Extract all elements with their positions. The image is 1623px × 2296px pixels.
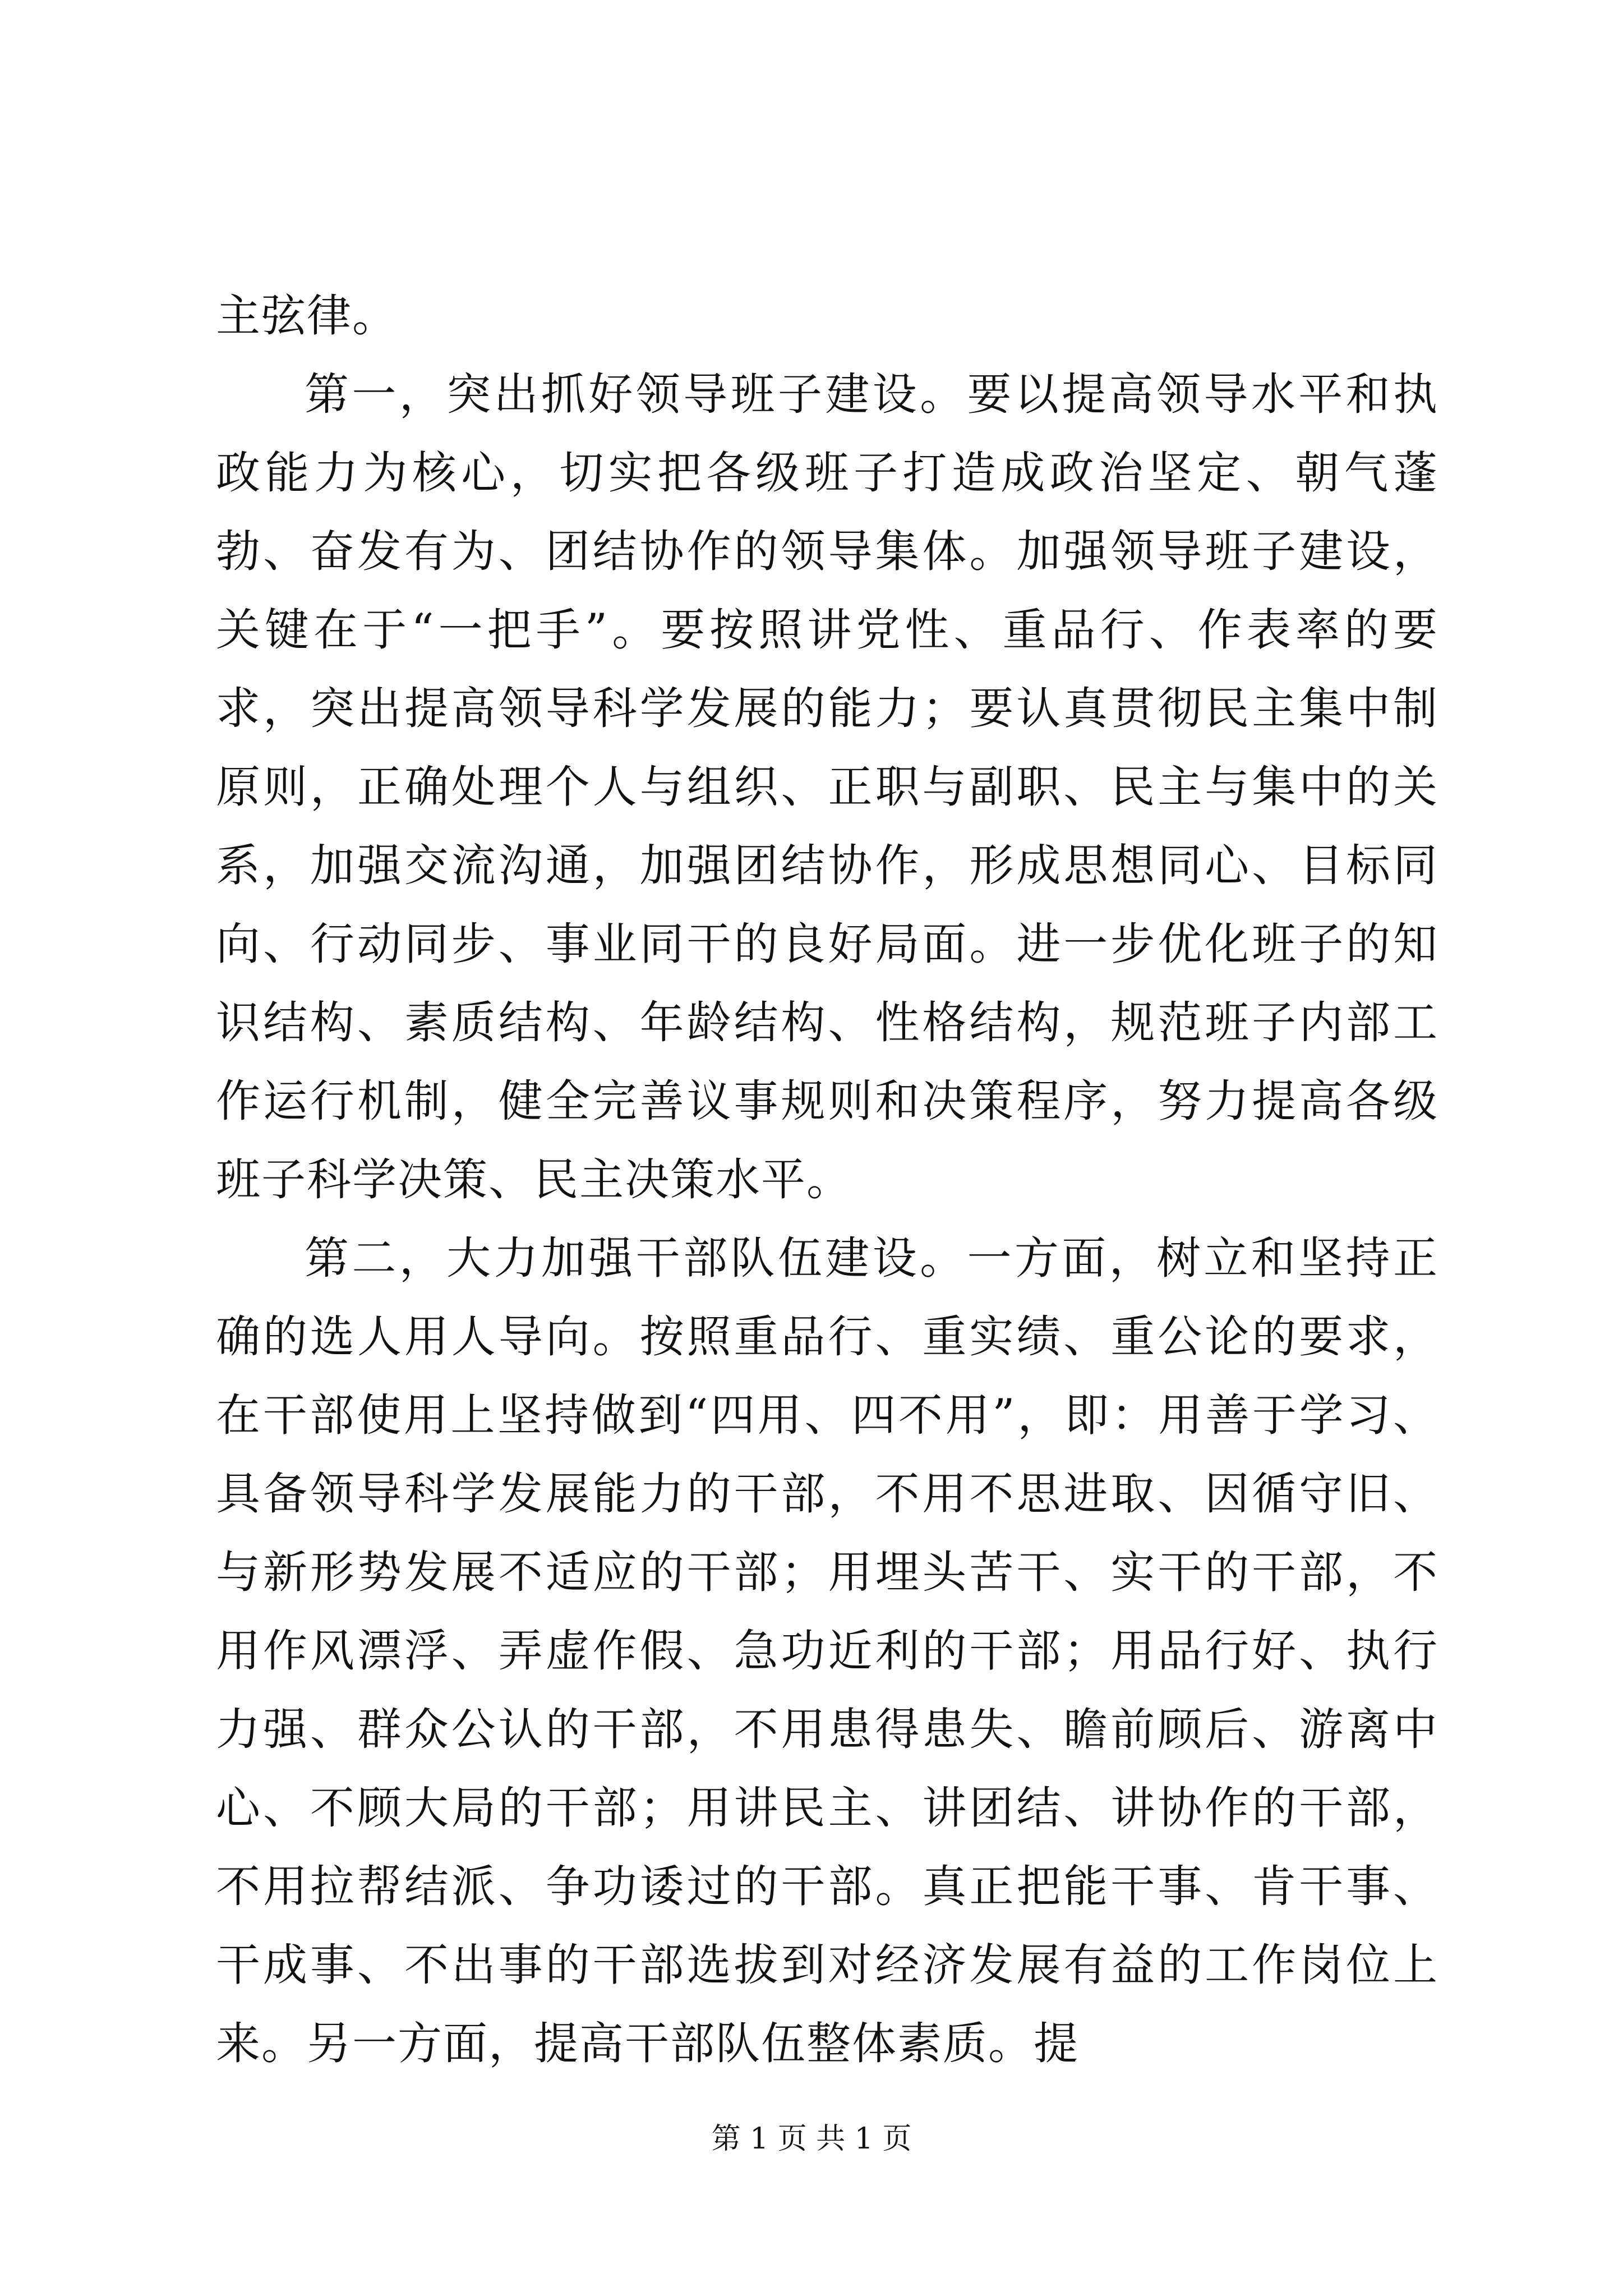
paragraph-leadership-team: 第一，突出抓好领导班子建设。要以提高领导水平和执政能力为核心，切实把各级班子打造成政治坚定、朝气蓬勃、奋发有为、团结协作的领导集体。加强领导班子建设，关键在于“一把手”。要按照讲党性、重品行、作表率的要求，突出提高领导科学发展的能力；要认真贯彻民主集中制原则，正确处理个人与组织、正职与副职、民主与集中的关系，加强交流沟通，加强团结协作，形成思想同心、目标同向、行动同步、事业同干的良好局面。进一步优化班子的知识结构、素质结构、年龄结构、性格结构，规范班子内部工作运行机制，健全完善议事规则和决策程序，努力提高各级班子科学决策、民主决策水平。 xyxy=(216,369,1438,1205)
paragraph-continuation: 主弦律。 xyxy=(216,290,398,342)
paragraph-cadre-team: 第二，大力加强干部队伍建设。一方面，树立和坚持正确的选人用人导向。按照重品行、重实绩、重公论的要求，在干部使用上坚持做到“四用、四不用”，即：用善于学习、具备领导科学发展能力的干部，不用不思进取、因循守旧、与新形势发展不适应的干部；用埋头苦干、实干的干部，不用作风漂浮、弄虚作假、急功近利的干部；用品行好、执行力强、群众公认的干部，不用患得患失、瞻前顾后、游离中心、不顾大局的干部；用讲民主、讲团结、讲协作的干部，不用拉帮结派、争功诿过的干部。真正把能干事、肯干事、干成事、不出事的干部选拔到对经济发展有益的工作岗位上来。另一方面，提高干部队伍整体素质。提 xyxy=(216,1232,1438,2069)
page-footer: 第 1 页 共 1 页 xyxy=(711,2122,912,2156)
document-body xyxy=(216,277,1438,2083)
